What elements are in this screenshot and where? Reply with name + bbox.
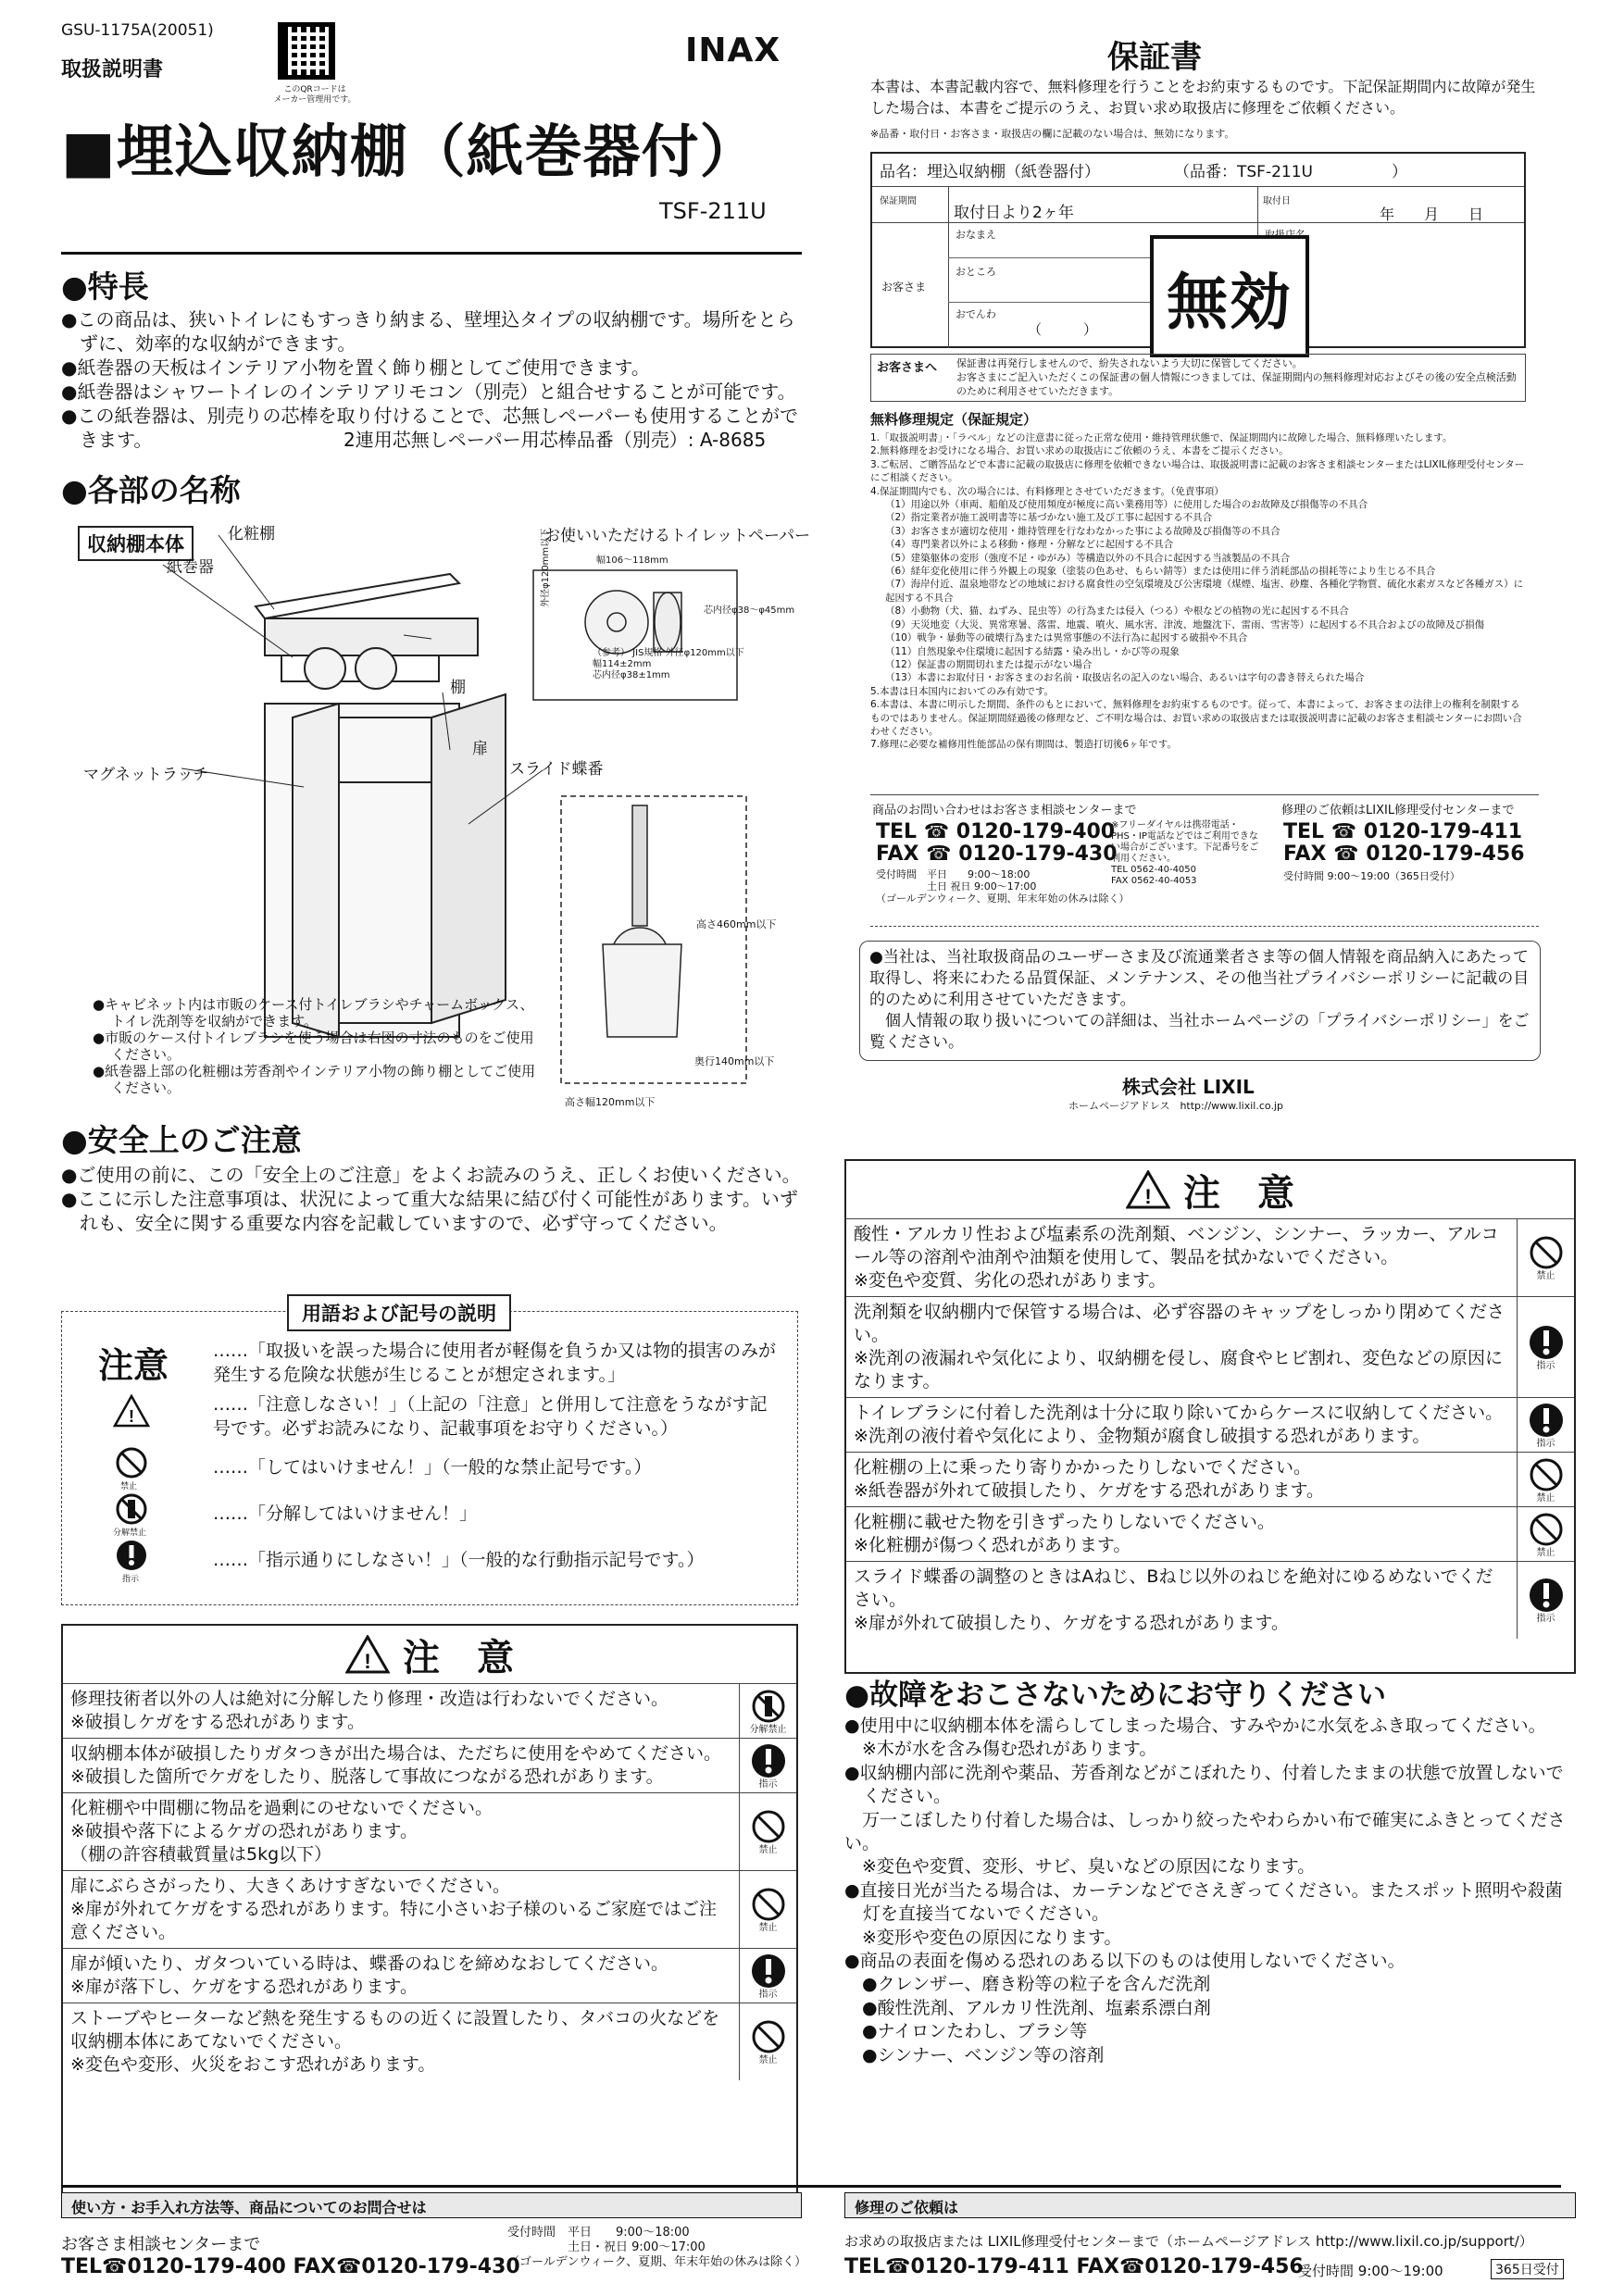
- caution-header: [63, 1626, 796, 1683]
- caution-text: 洗剤類を収納棚内で保管する場合は、必ず容器のキャップをしっかり閉めてください。 ※洗剤の液漏れや気化により、収納棚を侵し、腐食やヒビ割れ、変色などの原因になります。: [854, 1302, 1505, 1391]
- rule-item: （7）海岸付近、温泉地帯などの地域における腐食性の空気環境及び公害環境（煤煙、塩害、砂塵、各種化学物質、硫化水素ガスなど各種ガス）に起因する不具合: [885, 579, 1524, 604]
- company-name: 株式会社 LIXIL: [1122, 1076, 1255, 1098]
- contact-left-head: 商品のお問い合わせはお客さま相談センターまで: [872, 804, 1137, 817]
- prohibit-icon: [115, 1446, 148, 1479]
- feature-item: ●紙巻器はシャワートイレのインテリアリモコン（別売）と組合せすることが可能です。: [61, 381, 796, 403]
- caution-triangle-icon: [113, 1394, 150, 1428]
- care-item: ●収納棚内部に洗剤や薬品、芳香剤などがこぼれたり、付着したままの状態で放置しないでください。: [844, 1762, 1564, 1807]
- rules-title: 無料修理規定（保証規定）: [870, 411, 1038, 428]
- care-item: ●シンナー、ベンジン等の溶剤: [844, 2044, 1105, 2065]
- rule-item: 2.無料修理をお受けになる場合、お買い求めの取扱店にご依頼のうえ、本書をご提示ください。: [870, 445, 1289, 457]
- rule-item: （11）自然現象や住環境に起因する結露・染み出し・かび等の現象: [885, 645, 1180, 657]
- rule-item: 1.「取扱説明書」・「ラベル」などの注意書に従った正常な使用・維持管理状態で、保証期間内に故障した場合、無料修理いたします。: [870, 432, 1453, 443]
- qr-code: [278, 22, 335, 80]
- rule-item: 3.ご転居、ご贈答品などで本書に記載の取扱店に修理を依頼できない場合は、取扱説明書に記載のお客さま相談センターまたはLIXIL修理受付センターにご相談ください。: [870, 458, 1525, 484]
- icon-label: 禁止: [1536, 1492, 1555, 1504]
- icon-label: 指示: [1536, 1614, 1555, 1624]
- caution-row: [846, 1397, 1574, 1452]
- term-row: ……「してはいけません！」（一般的な禁止記号です。）: [213, 1457, 652, 1478]
- cut-line: [870, 926, 1539, 927]
- paper-title: お使いいただけるトイレットペーパー: [544, 527, 811, 545]
- privacy-notice: ●当社は、当社取扱商品のユーザーさま及び流通業者さま等の個人情報を商品納入にあたって取得し、将来にわたる品質保証、メンテナンス、その他当社プライバシーポリシーに記載の目的のために利用させていただきます。 個人情報の取り扱いについての詳細は、当社ホームページの「プライバシーポリシー」をご覧ください。: [859, 941, 1541, 1061]
- icon-label: 分解禁止: [749, 1724, 787, 1735]
- no-disassemble-icon: [115, 1492, 148, 1526]
- tel-right: TEL ☎ 0120-179-411: [1283, 820, 1523, 843]
- icon-label: 禁止: [758, 1845, 778, 1855]
- footer-left-hours: 受付時間 平日 9:00〜18:00 土日・祝日 9:00〜17:00 （ゴールデンウィーク、夏期、年末年始の休みは除く）: [507, 2226, 807, 2269]
- prohibit-icon: [1517, 1507, 1574, 1561]
- warranty-title: 保証書: [1107, 39, 1202, 76]
- care-item: ●ナイロンたわし、ブラシ等: [844, 2021, 1088, 2042]
- void-stamp: 無効: [1150, 235, 1309, 357]
- term-row: ……「注意しなさい！」（上記の「注意」と併用して注意をうながす記号です。必ずお読みになり、記載事項をお守りください。）: [213, 1394, 768, 1439]
- address-label: おところ: [956, 266, 996, 278]
- phone-parens: （ ）: [1028, 321, 1098, 338]
- paper-core: 芯内径φ38〜φ45mm: [704, 605, 795, 616]
- icon-label: 禁止: [758, 2055, 778, 2065]
- instruction-icon: [115, 1539, 148, 1572]
- rule-item: （6）経年変化使用に伴う外観上の現象（塗装の色あせ、もらい錆等）または使用に伴う消耗部品の損耗等により生じる不具合: [885, 566, 1436, 578]
- caution-row: [63, 1870, 796, 1948]
- company-url: ホームページアドレス http://www.lixil.co.jp: [1068, 1100, 1283, 1112]
- footer-left-bar: 使い方・お手入れ方法等、商品についてのお問合せは: [61, 2192, 802, 2218]
- rule-item: 5.本書は日本国内においてのみ有効です。: [870, 685, 1055, 697]
- label-door: 扉: [472, 740, 488, 758]
- brush-depth: 奥行140mm以下: [694, 1055, 775, 1067]
- sym-label: 指示: [122, 1575, 140, 1584]
- qr-caption: このQRコードは メーカー管理用です。: [273, 85, 356, 105]
- caution-row: [846, 1506, 1574, 1561]
- label-shelf: 棚: [450, 679, 466, 697]
- icon-label: 指示: [1536, 1360, 1555, 1371]
- caution-header: [846, 1161, 1574, 1218]
- footer-right-center: お求めの取扱店または LIXIL修理受付センターまで（ホームページアドレス http://www.lixil.co.jp/support/）: [844, 2233, 1533, 2250]
- icon-label: 禁止: [1536, 1547, 1555, 1558]
- instruction-icon: [739, 1949, 796, 2003]
- caution-row: [846, 1296, 1574, 1397]
- care-item: ※木が水を含み傷む恐れがあります。: [844, 1739, 1157, 1760]
- no-disassemble-icon: [739, 1684, 796, 1738]
- safety-heading: ●安全上のご注意: [61, 1122, 302, 1158]
- svg-text:!: !: [364, 1650, 371, 1673]
- caution-row: [846, 1452, 1574, 1506]
- caution-row: [846, 1218, 1574, 1296]
- period-value: 取付日より2ヶ年: [954, 204, 1074, 222]
- header-divider: [61, 252, 802, 255]
- brush-width: 高さ幅120mm以下: [565, 1096, 656, 1108]
- footer-left-tel: TEL☎0120-179-400 FAX☎0120-179-430: [61, 2255, 520, 2278]
- icon-label: 禁止: [1536, 1271, 1555, 1281]
- instruction-icon: [1517, 1398, 1574, 1452]
- caution-row: [63, 1948, 796, 2003]
- instruction-icon: [1517, 1297, 1574, 1397]
- paper-width: 幅106〜118mm: [596, 555, 668, 566]
- caution-text: ストーブやヒーターなど熱を発生するものの近くに設置したり、タバコの火などを収納棚本体にあてないでください。 ※変色や変形、火災をおこす恐れがあります。: [70, 2008, 720, 2075]
- parts-note: ●市販のケース付トイレブラシを使う場合は右図の寸法のものをご使用ください。: [93, 1029, 534, 1063]
- icon-label: 指示: [1536, 1438, 1555, 1449]
- caution-text: スライド蝶番の調整のときはAねじ、Bねじ以外のねじを絶対にゆるめないでください。 ※扉が外れて破損したり、ケガをする恐れがあります。: [854, 1566, 1493, 1633]
- instruction-icon: [1517, 1562, 1574, 1639]
- caution-text: 酸性・アルカリ性および塩素系の洗剤類、ベンジン、シンナー、ラッカー、アルコール等の溶剤や油剤や油類を使用して、製品を拭かないでください。 ※変色や変質、劣化の恐れがあります。: [854, 1224, 1499, 1291]
- parts-note: ●紙巻器上部の化粧棚は芳香剤やインテリア小物の飾り棚としてご使用ください。: [93, 1063, 536, 1096]
- label-shelf-top: 化粧棚: [228, 525, 275, 543]
- rule-item: （13）本書にお取付日・お客さまのお名前・取扱店名の記入のない場合、あるいは字句の書き替えられた場合: [885, 672, 1365, 684]
- care-item: ●酸性洗剤、アルカリ性洗剤、塩素系漂白剤: [844, 1997, 1211, 2018]
- caution-text: 収納棚本体が破損したりガタつきが出た場合は、ただちに使用をやめてください。 ※破損した箇所でケガをしたり、脱落して事故につながる恐れがあります。: [70, 1743, 722, 1787]
- rule-item: （1）用途以外（車両、船舶及び使用頻度が極度に高い業務用等）に使用した場合のお故障及び損傷等の不具合: [885, 499, 1368, 511]
- fax-left: FAX ☎ 0120-179-430: [876, 842, 1118, 866]
- caution-row: [846, 1561, 1574, 1639]
- rule-item: （3）お客さまが適切な使用・維持管理を行なわなかった事による故障及び損傷等の不具合: [885, 525, 1280, 537]
- model-number: TSF-211U: [659, 198, 767, 224]
- safety-item: ●ここに示した注意事項は、状況によって重大な結果に結び付く可能性があります。いずれも、安全に関する重要な内容を記載していますので、必ず守ってください。: [61, 1188, 798, 1234]
- caution-text: 扉が傾いたり、ガタついている時は、蝶番のねじを締めなおしてください。 ※扉が落下し、ケガをする恐れがあります。: [70, 1953, 669, 1997]
- feature-item: ●この紙巻器は、別売りの芯棒を取り付けることで、芯無しペーパーも使用することができます。: [61, 405, 799, 451]
- parts-note: ●キャビネット内は市販のケース付トイレブラシやチャームボックス、トイレ洗剤等を収納ができます。: [93, 996, 534, 1029]
- care-item: ●商品の表面を傷める恐れのある以下のものは使用しないでください。: [844, 1951, 1405, 1972]
- caution-text: 化粧棚に載せた物を引きずったりしないでください。 ※化粧棚が傷つく恐れがあります。: [854, 1512, 1275, 1555]
- notice-box: [870, 354, 1526, 402]
- brush-height: 高さ460mm以下: [696, 918, 777, 930]
- doc-type: 取扱説明書: [61, 58, 164, 81]
- product-code: （品番：TSF-211U ）: [1174, 163, 1407, 181]
- tel-left: TEL ☎ 0120-179-400: [876, 820, 1116, 843]
- caution-triangle-icon: [345, 1635, 390, 1674]
- feature-item: ●紙巻器の天板はインテリア小物を置く飾り棚としてご使用できます。: [61, 356, 650, 379]
- care-item: ※変形や変色の原因になります。: [844, 1927, 1122, 1948]
- chui-label: 注意: [98, 1345, 169, 1386]
- icon-label: 指示: [758, 1778, 778, 1790]
- prohibit-icon: [739, 2003, 796, 2080]
- product-name: 品名：埋込収納棚（紙巻器付）: [880, 163, 1100, 181]
- care-item: 万一こぼしたり付着した場合は、しっかり絞ったやわらかい布で確実にふきとってください。: [844, 1809, 1566, 1854]
- terms-title: 用語および記号の説明: [287, 1294, 511, 1331]
- features-heading: ●特長: [61, 268, 149, 305]
- phone-label: おでんわ: [956, 308, 996, 320]
- parts-notes: [93, 996, 537, 1096]
- prohibit-icon: [1517, 1219, 1574, 1296]
- caution-row: [63, 1738, 796, 1792]
- caution-text: 扉にぶらさがったり、大きくあけすぎないでください。 ※扉が外れてケガをする恐れがあります。特に小さいお子様のいるご家庭ではご注意ください。: [70, 1876, 718, 1942]
- caution-triangle-icon: [1126, 1170, 1170, 1209]
- install-label: 取付日: [1263, 196, 1291, 206]
- contact-divider: [870, 794, 1539, 795]
- care-heading: ●故障をおこさないためにお守りください: [844, 1678, 1387, 1712]
- core-rod-note: 2連用芯無しペーパー用芯棒品番（別売）: A-8685: [344, 429, 767, 451]
- caution-text: 修理技術者以外の人は絶対に分解したり修理・改造は行わないでください。 ※破損しケガをする恐れがあります。: [70, 1689, 669, 1732]
- rule-item: （8）小動物（犬、猫、ねずみ、昆虫等）の行為または侵入（つる）や根などの植物の光に起因する不具合: [885, 605, 1349, 618]
- footer-right-bar: 修理のご依頼は: [844, 2192, 1576, 2218]
- safety-item: ●ご使用の前に、この「安全上のご注意」をよくお読みのうえ、正しくお使いください。: [61, 1164, 801, 1186]
- caution-text: 化粧棚や中間棚に物品を過剰にのせないでください。 ※破損や落下によるケガの恐れがあります。 （棚の許容積載質量は5kg以下）: [70, 1798, 493, 1865]
- sym-label: 分解禁止: [113, 1529, 147, 1538]
- footer-left-center: お客さま相談センターまで: [61, 2235, 261, 2254]
- cabinet-label: 収納棚本体: [78, 526, 194, 561]
- label-latch: マグネットラッチ: [83, 766, 209, 784]
- parts-section: [61, 472, 802, 509]
- free-dial-note: ※フリーダイヤルは携帯電話・PHS・IP電話などではご利用できない場合がございます。下記番号をご利用ください。 TEL 0562-40-4050 FAX 0562-40-4053: [1111, 820, 1259, 886]
- parts-heading: ●各部の名称: [61, 472, 241, 508]
- instruction-icon: [739, 1739, 796, 1792]
- care-item: ●直接日光が当たる場合は、カーテンなどでさえぎってください。またスポット照明や殺菌灯を直接当てないでください。: [844, 1879, 1563, 1925]
- rules-list: [870, 431, 1528, 752]
- notice-label: お客さまへ: [877, 361, 938, 375]
- rule-item: （9）天災地変（大災、異常寒暑、落雷、地震、噴火、風水害、津波、地盤沈下、雷雨、雪害等）に起因する不具合およびの故障及び損傷: [885, 618, 1485, 630]
- install-date: 年 月 日: [1380, 206, 1484, 223]
- icon-label: 禁止: [758, 1923, 778, 1933]
- label-hinge: スライド蝶番: [509, 760, 604, 779]
- customer-label: お客さま: [881, 281, 927, 293]
- period-label: 保証期間: [880, 196, 917, 206]
- caution-table-right: [844, 1159, 1576, 1674]
- warranty-intro: 本書は、本書記載内容で、無料修理を行うことをお約束するものです。下記保証期間内に故障が発生した場合は、本書をご提示のうえ、お買い求め取扱店に修理をご依頼ください。: [870, 78, 1536, 117]
- rule-item: 7.修理に必要な補修用性能部品の保有期間は、製造打切後6ヶ年です。: [870, 739, 1177, 751]
- paper-reference: （参考） JIS規格 外径φ120mm以下 幅114±2mm 芯内径φ38±1mm: [593, 648, 744, 680]
- caution-row: [63, 1792, 796, 1870]
- icon-label: 指示: [758, 1989, 778, 2000]
- features-section: [61, 268, 802, 452]
- rule-item: （2）指定業者が施工説明書等に基づかない施工及び工事に起因する不具合: [885, 512, 1213, 524]
- paper-diameter: 外径φ120mm以下: [541, 528, 551, 607]
- rule-item: （10）戦争・暴動等の破壊行為または異常事態の不法行為に起因する破損や不具合: [885, 632, 1248, 644]
- care-item: ※変色や変質、変形、サビ、臭いなどの原因になります。: [844, 1856, 1316, 1878]
- care-item: ●クレンザー、磨き粉等の粒子を含んだ洗剤: [844, 1974, 1211, 1995]
- svg-text:!: !: [129, 1407, 134, 1426]
- caution-row: [63, 2003, 796, 2080]
- svg-text:!: !: [1144, 1185, 1152, 1208]
- contact-right-head: 修理のご依頼はLIXIL修理受付センターまで: [1281, 804, 1515, 817]
- footer-right-tel: TEL☎0120-179-411 FAX☎0120-179-456: [844, 2255, 1304, 2278]
- safety-section: [61, 1122, 802, 1235]
- footer-divider: [61, 2185, 1561, 2188]
- rule-item: 4.保証期間内でも、次の場合には、有料修理とさせていただきます。（免責事項）: [870, 485, 1224, 497]
- care-section: [844, 1678, 1576, 2067]
- prohibit-icon: [739, 1793, 796, 1870]
- doc-code: GSU-1175A(20051): [61, 21, 214, 40]
- term-row: ……「取扱いを誤った場合に使用者が軽傷を負うか又は物的損害のみが発生する危険な状態が生じることが想定されます。」: [213, 1341, 777, 1385]
- rule-item: （12）保証書の期間切れまたは提示がない場合: [885, 658, 1093, 670]
- page-title: ■埋込収納棚（紙巻器付）: [61, 118, 758, 185]
- caution-text: 化粧棚の上に乗ったり寄りかかったりしないでください。 ※紙巻器が外れて破損したり、ケガをする恐れがあります。: [854, 1457, 1325, 1501]
- warranty-intro-note: ※品番・取付日・お客さま・取扱店の欄に記載のない場合は、無効になります。: [870, 128, 1235, 140]
- rule-item: （5）建築躯体の変形（強度不足・ゆがみ）等構造以外の不具合に起因する当該製品の不具合: [885, 552, 1291, 564]
- rule-item: （4）専門業者以外による移動・修理・分解などに起因する不具合: [885, 539, 1174, 551]
- sym-label: 禁止: [120, 1482, 138, 1491]
- term-row: ……「分解してはいけません！」: [213, 1504, 478, 1524]
- prohibit-icon: [739, 1871, 796, 1948]
- hours-left: 受付時間 平日 9:00〜18:00 土日 祝日 9:00〜17:00 （ゴールデンウィーク、夏期、年末年始の休みは除く）: [876, 868, 1130, 905]
- label-holder: 紙巻器: [167, 558, 214, 577]
- caution-row: [63, 1683, 796, 1738]
- prohibit-icon: [1517, 1453, 1574, 1506]
- rule-item: 6.本書は、本書に明示した期間、条件のもとにおいて、無料修理をお約束するものです。従って、本書によって、お客さまの法律上の権利を制限するものではありません。保証期間経過後の修理など、ご不明な場合は、お買い求めの取扱店または取扱説明書に記載のお客さま相談センターにお問い合わせください。: [870, 699, 1522, 737]
- footer-right-hours: 受付時間 9:00〜19:00: [1298, 2263, 1443, 2279]
- hours-right: 受付時間 9:00〜19:00（365日受付）: [1283, 870, 1460, 882]
- caution-title: 注 意: [1183, 1171, 1294, 1215]
- caution-table-left: [61, 1624, 798, 2216]
- caution-title: 注 意: [403, 1636, 514, 1679]
- brand-logo: INAX: [685, 31, 781, 69]
- term-row: ……「指示通りにしなさい！」（一般的な行動指示記号です。）: [213, 1550, 705, 1570]
- fax-right: FAX ☎ 0120-179-456: [1283, 842, 1525, 866]
- footer-365-badge: 365日受付: [1491, 2259, 1564, 2279]
- care-item: ●使用中に収納棚本体を濡らしてしまった場合、すみやかに水気をふき取ってください。: [844, 1716, 1546, 1736]
- caution-text: トイレブラシに付着した洗剤は十分に取り除いてからケースに収納してください。 ※洗剤の液付着や気化により、金物類が腐食し破損する恐れがあります。: [854, 1403, 1504, 1446]
- feature-item: ●この商品は、狭いトイレにもすっきり納まる、壁埋込タイプの収納棚です。場所をとらずに、効率的な収納ができます。: [61, 308, 795, 355]
- name-label: おなまえ: [956, 229, 996, 241]
- product-row: [872, 154, 1524, 187]
- notice-text: 保証書は再発行しませんので、紛失されないよう大切に保管してください。 お客さまにご記入いただくこの保証書の個人情報につきましては、保証期間内の無料修理対応およびその後の安全点検活動のために利用させていただきます。: [956, 357, 1517, 397]
